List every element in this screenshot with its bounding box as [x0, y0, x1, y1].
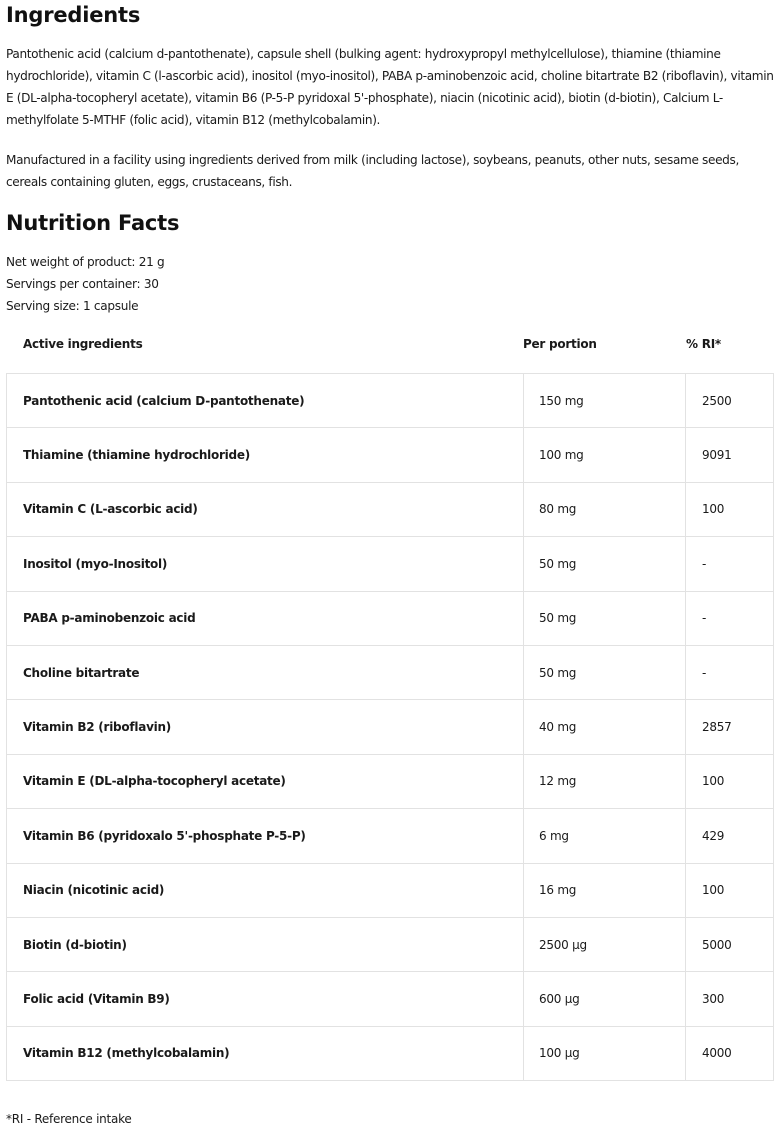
table-row: [7, 645, 774, 699]
ri-percent-cell: 100: [686, 754, 774, 808]
per-portion-cell: 50 mg: [524, 645, 686, 699]
per-portion-cell: 80 mg: [524, 482, 686, 536]
ingredient-name-cell: Vitamin B6 (pyridoxalo 5'-phosphate P-5-P): [7, 809, 524, 863]
ingredients-heading: Ingredients: [6, 3, 141, 27]
ri-percent-cell: 9091: [686, 428, 774, 482]
ri-percent-cell: 4000: [686, 1026, 774, 1080]
ingredient-name-cell: Thiamine (thiamine hydrochloride): [7, 428, 524, 482]
serving-size: Serving size: 1 capsule: [6, 299, 139, 313]
column-header-active-ingredients: Active ingredients: [23, 337, 143, 351]
per-portion-cell: 150 mg: [524, 374, 686, 428]
table-row: [7, 972, 774, 1026]
ri-footnote: *RI - Reference intake: [6, 1112, 132, 1126]
per-portion-cell: 100 mg: [524, 428, 686, 482]
table-row: [7, 482, 774, 536]
column-header-per-portion: Per portion: [523, 337, 597, 351]
ingredient-name-cell: Vitamin C (L-ascorbic acid): [7, 482, 524, 536]
allergen-text: Manufactured in a facility using ingredients derived from milk (including lactose), soybeans, peanuts, other nuts, sesame seeds, cereals containing gluten, eggs, crustaceans, fish.: [6, 153, 739, 189]
nutrition-heading: Nutrition Facts: [6, 211, 180, 235]
per-portion-cell: 100 µg: [524, 1026, 686, 1080]
ingredient-name-cell: Niacin (nicotinic acid): [7, 863, 524, 917]
table-row: [7, 591, 774, 645]
per-portion-cell: 50 mg: [524, 537, 686, 591]
ingredient-name-cell: Folic acid (Vitamin B9): [7, 972, 524, 1026]
ingredient-name-cell: Vitamin E (DL-alpha-tocopheryl acetate): [7, 754, 524, 808]
table-row: [7, 700, 774, 754]
ingredients-text: Pantothenic acid (calcium d-pantothenate), capsule shell (bulking agent: hydroxypropyl methylcellulose), thiamine (thiamine hydrochloride), vitamin C (l-ascorbic acid), inositol (myo-inositol), PABA p-aminobenzoic acid, choline bitartrate B2 (riboflavin), vitamin E (DL-alpha-tocopheryl acetate), vitamin B6 (P-5-P pyridoxal 5'-phosphate), niacin (nicotinic acid), biotin (d-biotin), Calcium L-methylfolate 5-MTHF (folic acid), vitamin B12 (methylcobalamin).: [6, 47, 774, 127]
per-portion-cell: 16 mg: [524, 863, 686, 917]
table-header: [6, 318, 774, 373]
table-row: [7, 754, 774, 808]
ingredient-name-cell: Biotin (d-biotin): [7, 917, 524, 971]
column-header-ri: % RI*: [686, 337, 721, 351]
per-portion-cell: 600 µg: [524, 972, 686, 1026]
ingredient-name-cell: Vitamin B2 (riboflavin): [7, 700, 524, 754]
nutrition-table: [6, 318, 774, 1081]
per-portion-cell: 40 mg: [524, 700, 686, 754]
table-row: [7, 917, 774, 971]
ingredient-name-cell: Vitamin B12 (methylcobalamin): [7, 1026, 524, 1080]
ingredient-name-cell: Inositol (myo-Inositol): [7, 537, 524, 591]
ri-percent-cell: 429: [686, 809, 774, 863]
ri-percent-cell: 5000: [686, 917, 774, 971]
per-portion-cell: 50 mg: [524, 591, 686, 645]
ri-percent-cell: 300: [686, 972, 774, 1026]
ingredient-name-cell: Pantothenic acid (calcium D-pantothenate): [7, 374, 524, 428]
table-row: [7, 374, 774, 428]
ri-percent-cell: 2857: [686, 700, 774, 754]
net-weight: Net weight of product: 21 g: [6, 255, 165, 269]
nutrition-rows: [6, 373, 774, 1081]
servings-per-container: Servings per container: 30: [6, 277, 159, 291]
table-row: [7, 809, 774, 863]
ri-percent-cell: -: [686, 591, 774, 645]
table-row: [7, 428, 774, 482]
table-row: [7, 1026, 774, 1080]
table-row: [7, 863, 774, 917]
ri-percent-cell: 100: [686, 482, 774, 536]
ingredient-name-cell: PABA p-aminobenzoic acid: [7, 591, 524, 645]
per-portion-cell: 6 mg: [524, 809, 686, 863]
ri-percent-cell: 100: [686, 863, 774, 917]
ingredient-name-cell: Choline bitartrate: [7, 645, 524, 699]
table-row: [7, 537, 774, 591]
ri-percent-cell: 2500: [686, 374, 774, 428]
ri-percent-cell: -: [686, 537, 774, 591]
per-portion-cell: 2500 µg: [524, 917, 686, 971]
per-portion-cell: 12 mg: [524, 754, 686, 808]
ri-percent-cell: -: [686, 645, 774, 699]
